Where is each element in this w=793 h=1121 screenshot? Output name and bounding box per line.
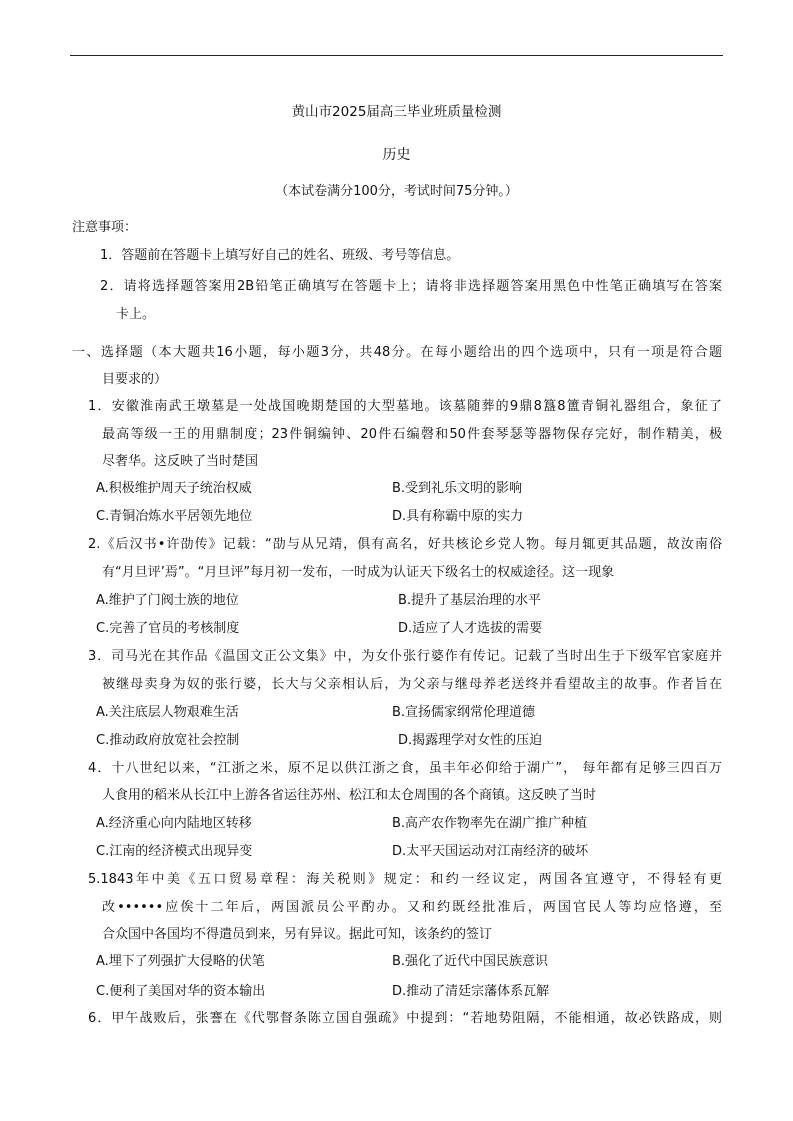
question-text: 4．十八世纪以来，“江浙之米，原不足以供江浙之食，虽丰年必仰给于湖广”， 每年都有足够三四百万 bbox=[88, 761, 722, 776]
option-b: B.受到礼乐文明的影响 bbox=[392, 481, 523, 496]
subject-title: 历史 bbox=[382, 147, 411, 163]
option-d: D.揭露理学对女性的压迫 bbox=[398, 733, 543, 748]
question-text: 被继母卖身为奴的张行婆，长大与父亲相认后，为父亲与继母养老送终并看望故主的故事。作者旨在 bbox=[102, 677, 722, 692]
question-text: 有“月旦评’焉”。“月旦评”每月初一发布，一时成为认证天下级名士的权威途径。这一现象 bbox=[102, 565, 615, 580]
option-d: D.具有称霸中原的实力 bbox=[392, 509, 524, 524]
question-text: 人食用的稻米从长江中上游各省运往苏州、松江和太仓周围的各个商镇。这反映了当时 bbox=[102, 788, 597, 803]
option-b: B.提升了基层治理的水平 bbox=[398, 593, 542, 608]
option-b: B.强化了近代中国民族意识 bbox=[392, 954, 549, 969]
option-c: C.江南的经济模式出现异变 bbox=[96, 844, 253, 859]
question-text: 5.1843年中美《五口贸易章程：海关税则》规定：和约一经议定，两国各宜遵守，不得轻有更 bbox=[88, 872, 722, 887]
option-d: D.太平天国运动对江南经济的破坏 bbox=[392, 844, 589, 859]
option-b: B.宣扬儒家纲常伦理道德 bbox=[392, 705, 536, 720]
question-text: 改••••••应俟十二年后，两国派员公平酌办。又和约既经批准后，两国官民人等均应恪遵，至 bbox=[102, 900, 722, 915]
top-rule bbox=[70, 55, 723, 56]
option-d: D.适应了人才选拔的需要 bbox=[398, 621, 543, 636]
notice-item: 1．答题前在答题卡上填写好自己的姓名、班级、考号等信息。 bbox=[100, 248, 460, 263]
notice-item: 2．请将选择题答案用2B铅笔正确填写在答题卡上；请将非选择题答案用黑色中性笔正确填写在答案 bbox=[100, 279, 722, 294]
question-text: 6．甲午战败后，张謇在《代鄂督条陈立国自强疏》中提到：“若地势阻隔，不能相通，故必铁路成，则 bbox=[88, 1011, 722, 1026]
option-c: C.完善了官员的考核制度 bbox=[96, 621, 240, 636]
question-text: 最高等级一王的用鼎制度；23件铜编钟、20件石编磬和50件套琴瑟等器物保存完好，制作精美，极 bbox=[102, 427, 722, 442]
option-a: A.埋下了列强扩大侵略的伏笔 bbox=[96, 954, 265, 969]
option-b: B.高产农作物率先在湖广推广种植 bbox=[392, 816, 588, 831]
option-c: C.青铜冶炼水平居领先地位 bbox=[96, 509, 253, 524]
notice-heading: 注意事项： bbox=[72, 220, 138, 235]
exam-title: 黄山市2025届高三毕业班质量检测 bbox=[291, 104, 502, 120]
option-c: C.便利了美国对华的资本输出 bbox=[96, 984, 266, 999]
question-text: 1．安徽淮南武王墩墓是一处战国晚期楚国的大型墓地。该墓随葬的9鼎8簋8簠青铜礼器组合，象征了 bbox=[88, 399, 722, 414]
option-d: D.推动了清廷宗藩体系瓦解 bbox=[392, 984, 550, 999]
question-text: 尽奢华。这反映了当时楚国 bbox=[102, 454, 259, 469]
option-a: A.积极维护周天子统治权威 bbox=[96, 481, 252, 496]
option-a: A.维护了门阀士族的地位 bbox=[96, 593, 239, 608]
question-text: 合众国中各国均不得遣员到来，另有异议。据此可知，该条约的签订 bbox=[102, 927, 493, 942]
question-text: 3．司马光在其作品《温国文正公文集》中，为女仆张行婆作有传记。记载了当时出生于下级军官家庭并 bbox=[88, 649, 722, 664]
option-a: A.关注底层人物艰难生活 bbox=[96, 705, 239, 720]
section-heading: 目要求的） bbox=[102, 372, 168, 387]
question-text: 2.《后汉书•许劭传》记载：“劭与从兄靖，俱有高名，好共核论乡党人物。每月辄更其品题，故汝南俗 bbox=[88, 537, 722, 552]
section-heading: 一、选择题（本大题共16小题，每小题3分，共48分。在每小题给出的四个选项中，只有一项是符合题 bbox=[72, 345, 722, 360]
notice-item: 卡上。 bbox=[116, 307, 156, 322]
option-c: C.推动政府放宽社会控制 bbox=[96, 733, 240, 748]
exam-note: （本试卷满分100分，考试时间75分钟。） bbox=[275, 184, 518, 199]
option-a: A.经济重心向内陆地区转移 bbox=[96, 816, 252, 831]
